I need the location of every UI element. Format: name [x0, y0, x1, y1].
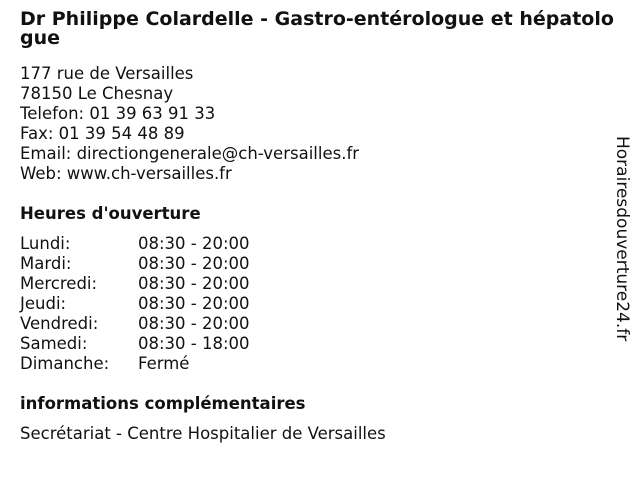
day-label: Mercredi:	[20, 274, 98, 293]
address-city: 78150 Le Chesnay	[20, 84, 174, 103]
time-value: 08:30 - 20:00	[138, 314, 250, 333]
day-label: Samedi:	[20, 334, 88, 353]
opening-hours-table	[20, 234, 250, 374]
site-watermark-text: Horairesdouverture24.fr	[612, 136, 632, 342]
hours-row-monday	[20, 234, 250, 254]
opening-hours-heading: Heures d'ouverture	[20, 204, 201, 223]
phone-number[interactable]: Telefon: 01 39 63 91 33	[20, 104, 216, 123]
hours-row-saturday	[20, 334, 250, 354]
email-address[interactable]: Email: directiongenerale@ch-versailles.fr	[20, 144, 360, 163]
day-label: Vendredi:	[20, 314, 99, 333]
page-title: Dr Philippe Colardelle - Gastro-entérologue et hépatologue	[20, 8, 614, 49]
time-value: 08:30 - 20:00	[138, 274, 250, 293]
hours-row-friday	[20, 314, 250, 334]
day-label: Lundi:	[20, 234, 71, 253]
day-label: Dimanche:	[20, 354, 110, 373]
day-label: Jeudi:	[20, 294, 67, 313]
website-link[interactable]: Web: www.ch-versailles.fr	[20, 164, 232, 183]
additional-info-heading: informations complémentaires	[20, 394, 306, 413]
hours-row-wednesday	[20, 274, 250, 294]
hours-row-thursday	[20, 294, 250, 314]
time-value: Fermé	[138, 354, 190, 373]
day-label: Mardi:	[20, 254, 72, 273]
fax-number: Fax: 01 39 54 48 89	[20, 124, 185, 143]
address-street: 177 rue de Versailles	[20, 64, 194, 83]
hours-row-tuesday	[20, 254, 250, 274]
additional-info-text: Secrétariat - Centre Hospitalier de Versailles	[20, 424, 386, 443]
time-value: 08:30 - 20:00	[138, 254, 250, 273]
time-value: 08:30 - 20:00	[138, 294, 250, 313]
contact-block	[20, 64, 359, 184]
time-value: 08:30 - 20:00	[138, 234, 250, 253]
time-value: 08:30 - 18:00	[138, 334, 250, 353]
hours-row-sunday	[20, 354, 250, 374]
